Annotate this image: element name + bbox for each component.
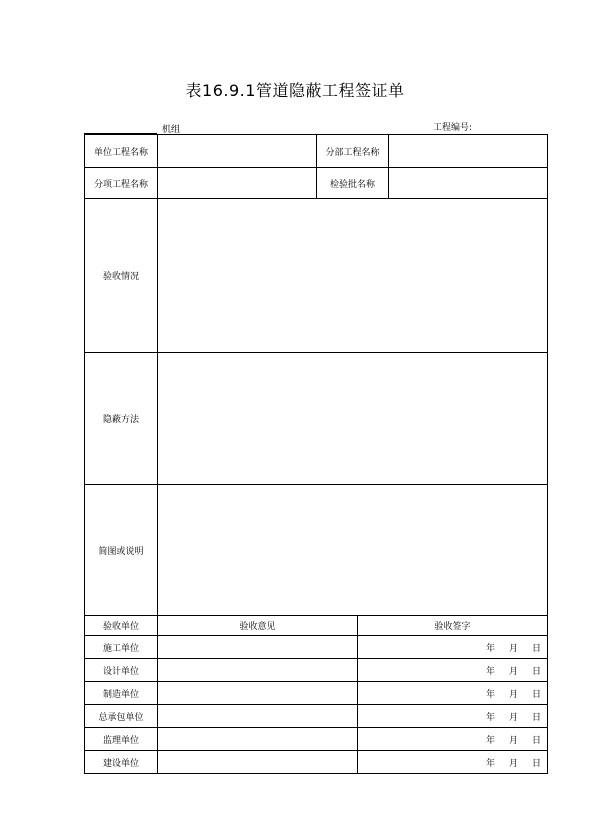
date-day-label: 日 [532, 666, 542, 677]
table-row [85, 705, 548, 728]
signoff-date-field[interactable] [358, 636, 548, 659]
date-year-label: 年 [485, 666, 495, 677]
signoff-unit-header: 验收单位 [85, 616, 158, 636]
sketch-label: 简图或说明 [85, 485, 158, 616]
signoff-date-field[interactable] [358, 659, 548, 682]
inspection-label: 验收情况 [85, 199, 158, 353]
table-row [85, 485, 548, 616]
signoff-opinion-field[interactable] [158, 636, 358, 659]
signoff-opinion-field[interactable] [158, 751, 358, 774]
table-row [85, 616, 548, 636]
table-row [85, 682, 548, 705]
signoff-unit-label: 建设单位 [85, 751, 158, 774]
table-row [85, 199, 548, 353]
signoff-opinion-field[interactable] [158, 728, 358, 751]
unit-project-label: 单位工程名称 [85, 135, 158, 168]
item-project-label: 分项工程名称 [85, 168, 158, 199]
table-row [85, 168, 548, 199]
sketch-field[interactable] [158, 485, 548, 616]
page-title: 表16.9.1管道隐蔽工程签证单 [185, 81, 405, 100]
date-year-label: 年 [485, 643, 495, 654]
table-row [85, 636, 548, 659]
project-number-label: 工程编号: [433, 123, 473, 133]
signoff-opinion-field[interactable] [158, 705, 358, 728]
concealment-field[interactable] [158, 353, 548, 485]
unit-project-field[interactable] [158, 135, 317, 168]
date-year-label: 年 [485, 735, 495, 746]
table-row [85, 659, 548, 682]
signoff-unit-label: 施工单位 [85, 636, 158, 659]
batch-field[interactable] [389, 168, 548, 199]
date-month-label: 月 [508, 689, 518, 700]
signoff-opinion-header: 验收意见 [158, 616, 358, 636]
date-day-label: 日 [532, 758, 542, 769]
signoff-date-field[interactable] [358, 751, 548, 774]
date-year-label: 年 [485, 758, 495, 769]
date-month-label: 月 [508, 712, 518, 723]
date-month-label: 月 [508, 643, 518, 654]
table-row [85, 353, 548, 485]
signoff-unit-label: 制造单位 [85, 682, 158, 705]
sub-project-field[interactable] [389, 135, 548, 168]
form-table [84, 134, 548, 774]
table-row [85, 751, 548, 774]
concealment-label: 隐蔽方法 [85, 353, 158, 485]
signoff-signature-header: 验收签字 [358, 616, 548, 636]
unit-label: 机组 [162, 125, 181, 135]
date-day-label: 日 [532, 643, 542, 654]
date-month-label: 月 [508, 735, 518, 746]
date-day-label: 日 [532, 735, 542, 746]
signoff-unit-label: 设计单位 [85, 659, 158, 682]
table-row [85, 728, 548, 751]
signoff-date-field[interactable] [358, 705, 548, 728]
signoff-unit-label: 监理单位 [85, 728, 158, 751]
date-day-label: 日 [532, 689, 542, 700]
inspection-field[interactable] [158, 199, 548, 353]
batch-label: 检验批名称 [317, 168, 389, 199]
signoff-date-field[interactable] [358, 682, 548, 705]
date-year-label: 年 [485, 712, 495, 723]
table-row [85, 135, 548, 168]
signoff-opinion-field[interactable] [158, 659, 358, 682]
item-project-field[interactable] [158, 168, 317, 199]
signoff-opinion-field[interactable] [158, 682, 358, 705]
date-month-label: 月 [508, 758, 518, 769]
date-year-label: 年 [485, 689, 495, 700]
signoff-date-field[interactable] [358, 728, 548, 751]
date-day-label: 日 [532, 712, 542, 723]
date-month-label: 月 [508, 666, 518, 677]
signoff-unit-label: 总承包单位 [85, 705, 158, 728]
sub-project-label: 分部工程名称 [317, 135, 389, 168]
